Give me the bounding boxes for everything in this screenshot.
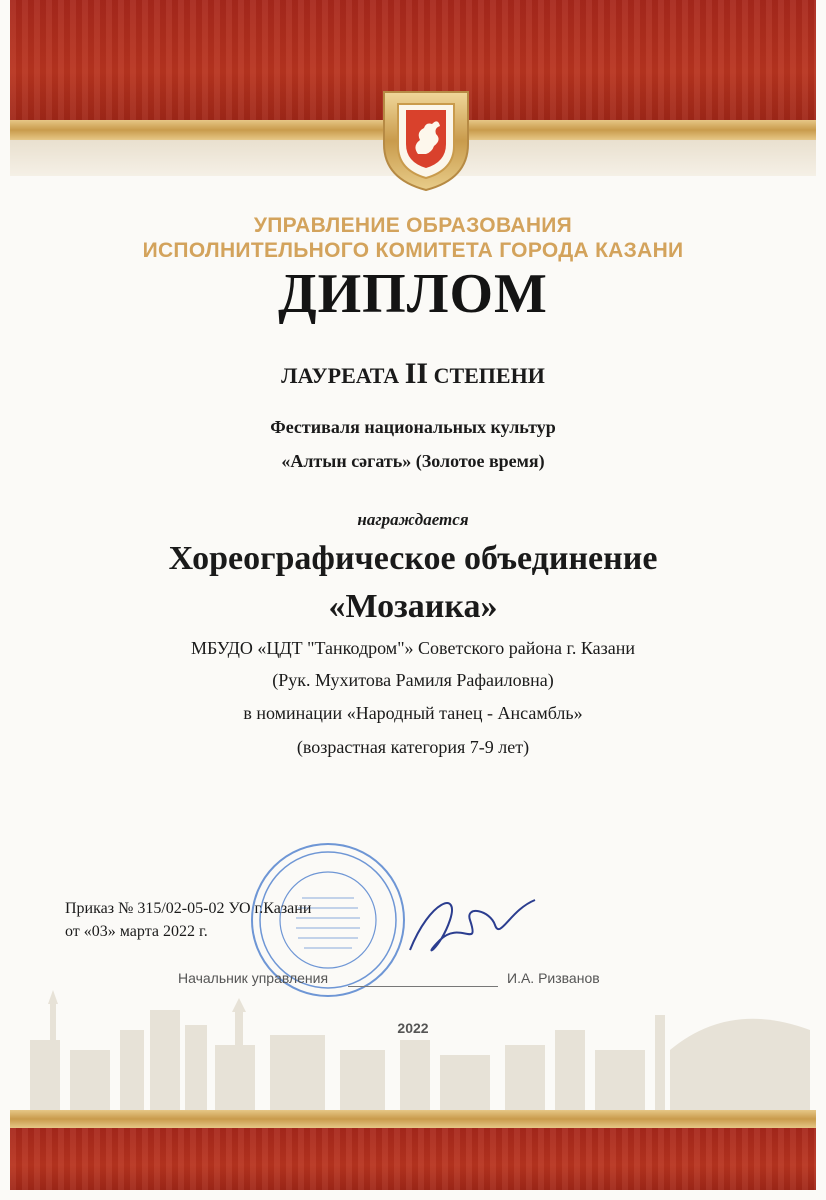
nomination-text: в номинации «Народный танец - Ансамбль» xyxy=(243,703,583,723)
laureate-prefix: ЛАУРЕАТА xyxy=(281,363,400,388)
handwritten-signature xyxy=(400,880,540,970)
bottom-gold-stripe xyxy=(10,1110,816,1128)
organization-line-1: УПРАВЛЕНИЕ ОБРАЗОВАНИЯ xyxy=(253,214,573,237)
recipient-line-2: «Мозаика» xyxy=(328,588,498,625)
degree-numeral: II xyxy=(404,357,429,390)
signatory-name: И.А. Ризванов xyxy=(507,970,600,986)
order-number: Приказ № 315/02-05-02 УО г.Казани xyxy=(65,900,312,917)
institution-text: МБУДО «ЦДТ "Танкодром"» Советского района г. Казани xyxy=(190,638,635,658)
signature-line xyxy=(348,986,498,987)
order-date: от «03» марта 2022 г. xyxy=(65,923,208,940)
footer-year: 2022 xyxy=(397,1020,429,1036)
bottom-ornament-band xyxy=(10,1128,816,1190)
laureate-degree xyxy=(0,357,826,391)
festival-line-2: «Алтын сәгать» (Золотое время) xyxy=(281,451,545,471)
leader-text: (Рук. Мухитова Рамиля Рафаиловна) xyxy=(272,670,554,690)
diploma-title: ДИПЛОМ xyxy=(278,263,548,325)
laureate-suffix: СТЕПЕНИ xyxy=(433,363,545,388)
recipient-line-1: Хореографическое объединение xyxy=(168,540,658,577)
kazan-coat-of-arms-icon xyxy=(374,84,478,194)
age-category-text: (возрастная категория 7-9 лет) xyxy=(296,737,530,757)
signatory-title: Начальник управления xyxy=(178,970,329,986)
city-skyline-illustration xyxy=(10,990,816,1110)
awarded-label: награждается xyxy=(357,510,469,529)
festival-line-1: Фестиваля национальных культур xyxy=(270,417,556,437)
organization-line-2: ИСПОЛНИТЕЛЬНОГО КОМИТЕТА ГОРОДА КАЗАНИ xyxy=(142,239,684,262)
